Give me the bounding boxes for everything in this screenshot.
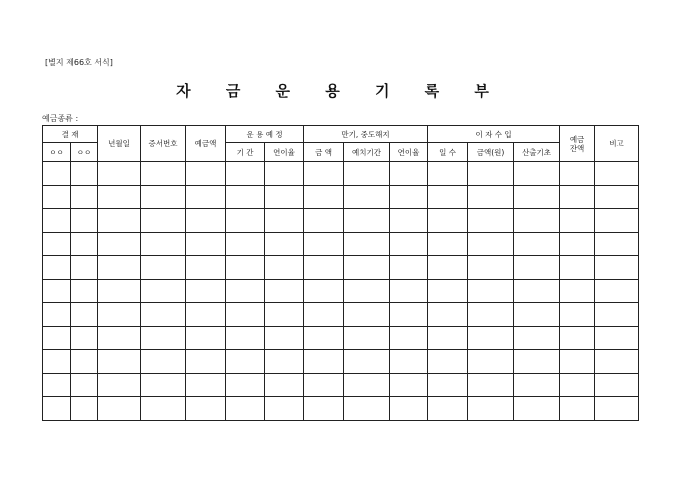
table-cell[interactable] [468,279,514,303]
table-cell[interactable] [428,326,468,350]
table-cell[interactable] [265,303,304,327]
table-cell[interactable] [43,185,71,209]
approval-sub-header: ㅇㅇ [71,143,98,162]
table-cell[interactable] [71,350,98,374]
table-cell[interactable] [43,256,71,280]
table-cell[interactable] [468,303,514,327]
table-cell[interactable] [43,373,71,397]
table-cell[interactable] [226,256,265,280]
table-cell[interactable] [226,162,265,186]
table-cell[interactable] [265,256,304,280]
table-cell[interactable] [226,326,265,350]
table-cell[interactable] [304,209,344,233]
table-cell[interactable] [304,303,344,327]
maturity-rate-header: 연이율 [390,143,428,162]
table-cell[interactable] [141,350,186,374]
deposit-balance-header: 예금 잔액 [560,126,595,162]
form-number: [별지 제66호 서식] [45,58,113,67]
table-cell[interactable] [344,303,390,327]
table-cell[interactable] [595,162,639,186]
table-cell[interactable] [514,326,560,350]
table-cell[interactable] [141,279,186,303]
table-cell[interactable] [186,232,226,256]
interest-amount-header: 금액(원) [468,143,514,162]
table-cell[interactable] [265,279,304,303]
table-row [43,397,639,421]
table-cell[interactable] [304,279,344,303]
table-cell[interactable] [265,326,304,350]
table-cell[interactable] [560,397,595,421]
table-cell[interactable] [344,279,390,303]
table-cell[interactable] [428,350,468,374]
table-cell[interactable] [265,373,304,397]
table-cell[interactable] [514,279,560,303]
table-cell[interactable] [560,232,595,256]
table-cell[interactable] [186,326,226,350]
table-cell[interactable] [344,350,390,374]
maturity-period-header: 예치기간 [344,143,390,162]
table-cell[interactable] [514,350,560,374]
table-cell[interactable] [226,397,265,421]
table-cell[interactable] [98,350,141,374]
table-cell[interactable] [468,209,514,233]
table-cell[interactable] [226,185,265,209]
table-cell[interactable] [43,397,71,421]
table-cell[interactable] [71,209,98,233]
table-cell[interactable] [43,232,71,256]
table-cell[interactable] [390,350,428,374]
table-cell[interactable] [265,209,304,233]
table-cell[interactable] [514,209,560,233]
table-cell[interactable] [71,256,98,280]
maturity-amount-header: 금 액 [304,143,344,162]
table-cell[interactable] [71,326,98,350]
table-cell[interactable] [560,256,595,280]
table-cell[interactable] [186,303,226,327]
table-cell[interactable] [141,326,186,350]
remarks-header: 비고 [595,126,639,162]
table-cell[interactable] [344,397,390,421]
table-cell[interactable] [595,256,639,280]
table-cell[interactable] [344,209,390,233]
table-cell[interactable] [304,162,344,186]
table-cell[interactable] [186,373,226,397]
table-cell[interactable] [98,373,141,397]
table-cell[interactable] [265,185,304,209]
deposit-type-label: 예금종류 : [42,114,79,123]
table-cell[interactable] [595,373,639,397]
interest-income-header: 이 자 수 입 [428,126,560,143]
table-cell[interactable] [71,232,98,256]
table-cell[interactable] [226,279,265,303]
table-row [43,303,639,327]
table-cell[interactable] [428,232,468,256]
table-cell[interactable] [304,185,344,209]
table-cell[interactable] [186,162,226,186]
table-cell[interactable] [390,373,428,397]
table-cell[interactable] [390,303,428,327]
table-cell[interactable] [186,397,226,421]
table-cell[interactable] [514,373,560,397]
table-cell[interactable] [98,232,141,256]
table-cell[interactable] [43,279,71,303]
approval-sub-header: ㅇㅇ [43,143,71,162]
date-header: 년월일 [98,126,141,162]
table-cell[interactable] [43,162,71,186]
table-cell[interactable] [98,397,141,421]
table-cell[interactable] [560,350,595,374]
table-cell[interactable] [344,162,390,186]
table-cell[interactable] [428,185,468,209]
table-cell[interactable] [226,373,265,397]
table-cell[interactable] [595,350,639,374]
table-cell[interactable] [344,185,390,209]
table-cell[interactable] [428,209,468,233]
table-cell[interactable] [98,256,141,280]
table-cell[interactable] [71,185,98,209]
table-cell[interactable] [141,185,186,209]
table-cell[interactable] [304,373,344,397]
table-cell[interactable] [428,397,468,421]
table-cell[interactable] [304,326,344,350]
table-cell[interactable] [98,162,141,186]
table-cell[interactable] [390,326,428,350]
table-cell[interactable] [226,303,265,327]
table-cell[interactable] [560,373,595,397]
table-cell[interactable] [265,397,304,421]
table-cell[interactable] [141,162,186,186]
table-cell[interactable] [265,232,304,256]
table-cell[interactable] [468,326,514,350]
document-title: 자 금 운 용 기 록 부 [176,82,504,100]
table-cell[interactable] [595,279,639,303]
table-cell[interactable] [560,209,595,233]
table-cell[interactable] [428,162,468,186]
table-row [43,232,639,256]
table-cell[interactable] [304,232,344,256]
table-cell[interactable] [71,279,98,303]
table-row [43,326,639,350]
deposit-amount-header: 예금액 [186,126,226,162]
table-cell[interactable] [514,232,560,256]
table-cell[interactable] [226,209,265,233]
table-cell[interactable] [595,232,639,256]
table-cell[interactable] [428,303,468,327]
table-cell[interactable] [71,397,98,421]
table-row [43,256,639,280]
table-cell[interactable] [304,256,344,280]
table-cell[interactable] [560,279,595,303]
table-cell[interactable] [71,162,98,186]
table-cell[interactable] [560,303,595,327]
table-cell[interactable] [514,185,560,209]
table-cell[interactable] [468,350,514,374]
table-cell[interactable] [226,232,265,256]
table-cell[interactable] [390,209,428,233]
table-cell[interactable] [186,279,226,303]
maturity-header: 만기, 중도해지 [304,126,428,143]
certificate-number-header: 증서번호 [141,126,186,162]
ledger-body [43,162,639,421]
table-cell[interactable] [595,303,639,327]
table-cell[interactable] [514,397,560,421]
table-cell[interactable] [265,162,304,186]
table-row [43,162,639,186]
table-cell[interactable] [595,326,639,350]
table-cell[interactable] [43,350,71,374]
table-cell[interactable] [514,303,560,327]
table-cell[interactable] [141,256,186,280]
table-cell[interactable] [390,232,428,256]
table-cell[interactable] [141,303,186,327]
table-cell[interactable] [390,279,428,303]
table-cell[interactable] [71,303,98,327]
table-cell[interactable] [98,185,141,209]
table-cell[interactable] [468,373,514,397]
table-cell[interactable] [265,350,304,374]
fund-operation-ledger-table [42,125,639,421]
operation-plan-header: 운 용 예 정 [226,126,304,143]
table-cell[interactable] [344,256,390,280]
table-cell[interactable] [428,279,468,303]
table-cell[interactable] [186,209,226,233]
table-row [43,209,639,233]
table-cell[interactable] [428,256,468,280]
table-row [43,279,639,303]
table-cell[interactable] [43,303,71,327]
table-cell[interactable] [428,373,468,397]
table-cell[interactable] [304,397,344,421]
plan-rate-header: 연이율 [265,143,304,162]
table-cell[interactable] [390,185,428,209]
table-cell[interactable] [98,303,141,327]
table-cell[interactable] [560,185,595,209]
table-cell[interactable] [344,232,390,256]
table-cell[interactable] [98,326,141,350]
table-cell[interactable] [186,256,226,280]
plan-period-header: 기 간 [226,143,265,162]
table-cell[interactable] [468,185,514,209]
table-cell[interactable] [595,397,639,421]
table-cell[interactable] [390,397,428,421]
table-cell[interactable] [560,162,595,186]
table-row [43,373,639,397]
table-cell[interactable] [344,326,390,350]
table-cell[interactable] [43,326,71,350]
table-cell[interactable] [595,209,639,233]
table-cell[interactable] [141,232,186,256]
table-cell[interactable] [141,373,186,397]
table-cell[interactable] [514,162,560,186]
table-cell[interactable] [468,232,514,256]
table-cell[interactable] [560,326,595,350]
table-row [43,350,639,374]
table-cell[interactable] [390,162,428,186]
table-cell[interactable] [43,209,71,233]
table-cell[interactable] [468,256,514,280]
table-cell[interactable] [71,373,98,397]
table-cell[interactable] [141,209,186,233]
table-cell[interactable] [98,209,141,233]
approval-header: 결 재 [43,126,98,143]
table-cell[interactable] [98,279,141,303]
table-cell[interactable] [468,397,514,421]
table-cell[interactable] [468,162,514,186]
table-cell[interactable] [226,350,265,374]
table-row [43,185,639,209]
interest-basis-header: 산출기초 [514,143,560,162]
table-cell[interactable] [595,185,639,209]
table-cell[interactable] [514,256,560,280]
table-cell[interactable] [186,185,226,209]
table-cell[interactable] [344,373,390,397]
table-cell[interactable] [186,350,226,374]
table-cell[interactable] [304,350,344,374]
table-cell[interactable] [141,397,186,421]
table-cell[interactable] [390,256,428,280]
interest-days-header: 일 수 [428,143,468,162]
